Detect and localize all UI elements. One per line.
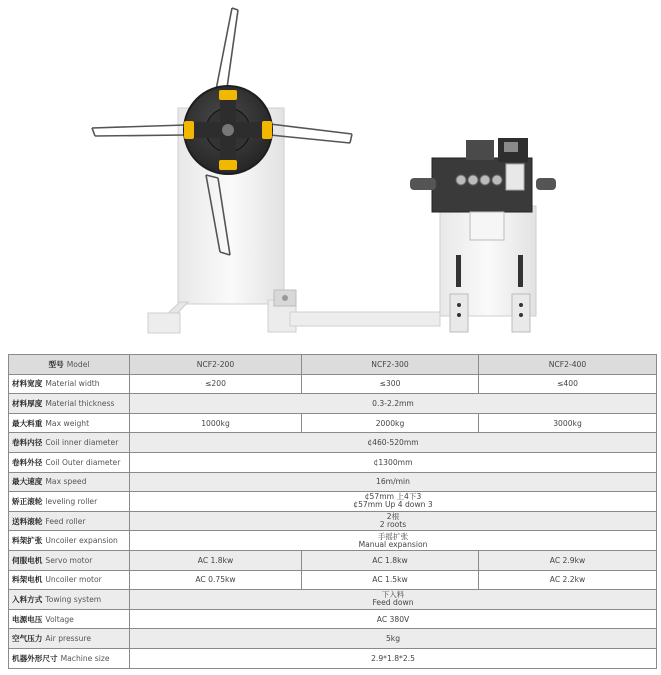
value-cell: AC 0.75kw <box>130 570 302 590</box>
table-row <box>9 629 657 649</box>
value-cell: AC 1.8kw <box>130 550 302 570</box>
row-label-cell <box>9 452 130 472</box>
straightener-feeder <box>410 138 556 332</box>
table-row <box>9 413 657 433</box>
row-label-zh: 材料厚度 <box>12 398 43 408</box>
table-row <box>9 550 657 570</box>
row-label-zh: 入料方式 <box>12 594 43 604</box>
row-label-en: Voltage <box>45 614 74 624</box>
merged-value-cell: ¢1300mm <box>130 452 657 472</box>
merged-value-line-2: 2 roots <box>379 520 407 530</box>
row-label-zh: 电源电压 <box>12 614 43 624</box>
row-label-cell <box>9 472 130 492</box>
mandrel-hub <box>184 86 272 174</box>
table-header-row <box>9 355 657 375</box>
merged-value-cell: 16m/min <box>130 472 657 492</box>
value-cell: ≤300 <box>302 374 479 394</box>
table-row <box>9 472 657 492</box>
row-label-en: Uncoiler motor <box>45 575 102 585</box>
row-label-zh: 料架电机 <box>12 575 43 585</box>
value-cell: AC 2.2kw <box>479 570 657 590</box>
value-cell: 2000kg <box>302 413 479 433</box>
row-label-zh: 最大速度 <box>12 477 43 487</box>
row-label-cell <box>9 648 130 668</box>
header-model-2: NCF2-300 <box>302 355 479 375</box>
table-row <box>9 433 657 453</box>
row-label-cell <box>9 531 130 551</box>
row-label-en: Machine size <box>60 653 110 663</box>
value-cell: ≤200 <box>130 374 302 394</box>
value-cell: 3000kg <box>479 413 657 433</box>
header-label-zh: 型号 <box>48 359 64 369</box>
header-label-en: Model <box>66 359 90 369</box>
row-label-cell <box>9 609 130 629</box>
value-cell: ≤400 <box>479 374 657 394</box>
merged-value-cell: ¢460-520mm <box>130 433 657 453</box>
merged-value-line-1: 手摇扩张 <box>377 531 409 541</box>
row-label-cell <box>9 394 130 414</box>
row-label-en: Max speed <box>45 477 87 487</box>
row-label-cell <box>9 570 130 590</box>
merged-value-cell: 5kg <box>130 629 657 649</box>
row-label-cell <box>9 492 130 512</box>
row-label-en: Coil Outer diameter <box>45 457 121 467</box>
row-label-zh: 空气压力 <box>12 634 43 644</box>
table-row <box>9 648 657 668</box>
header-model-1: NCF2-200 <box>130 355 302 375</box>
merged-value-cell <box>130 590 657 610</box>
row-label-zh: 材料宽度 <box>12 379 43 389</box>
merged-value-line-1: 下入料 <box>381 590 405 600</box>
merged-value-line-2: Manual expansion <box>358 539 428 549</box>
merged-value-cell: 2.9*1.8*2.5 <box>130 648 657 668</box>
merged-value-line-1: ¢57mm 上4下3 <box>364 492 422 502</box>
merged-value-cell: 0.3-2.2mm <box>130 394 657 414</box>
merged-value-line-1: 2根 <box>386 512 400 522</box>
row-label-cell <box>9 629 130 649</box>
row-label-en: Max weight <box>45 418 90 428</box>
row-label-zh: 机器外形尺寸 <box>12 653 58 663</box>
base-rail <box>290 312 440 326</box>
table-row <box>9 590 657 610</box>
row-label-cell <box>9 374 130 394</box>
row-label-cell <box>9 511 130 531</box>
merged-value-line-2: ¢57mm Up 4 down 3 <box>353 500 433 510</box>
table-row <box>9 492 657 512</box>
table-row <box>9 531 657 551</box>
row-label-en: Feed roller <box>45 516 86 526</box>
merged-value-cell: AC 380V <box>130 609 657 629</box>
value-cell: AC 2.9kw <box>479 550 657 570</box>
row-label-cell <box>9 413 130 433</box>
row-label-zh: 卷料内径 <box>12 438 43 448</box>
row-label-zh: 最大料重 <box>12 418 43 428</box>
row-label-zh: 送料滚轮 <box>12 516 43 526</box>
table-row <box>9 570 657 590</box>
row-label-en: Towing system <box>45 594 102 604</box>
row-label-en: Air pressure <box>45 634 92 644</box>
merged-value-cell <box>130 492 657 512</box>
row-label-zh: 料架扩张 <box>12 536 43 546</box>
row-label-en: leveling roller <box>45 496 98 506</box>
table-row <box>9 609 657 629</box>
row-label-zh: 伺服电机 <box>12 555 43 565</box>
merged-value-cell <box>130 531 657 551</box>
table-row <box>9 374 657 394</box>
row-label-en: Material width <box>45 379 100 389</box>
value-cell: AC 1.8kw <box>302 550 479 570</box>
row-label-cell <box>9 590 130 610</box>
value-cell: 1000kg <box>130 413 302 433</box>
row-label-en: Material thickness <box>45 398 115 408</box>
row-label-cell <box>9 550 130 570</box>
table-row <box>9 394 657 414</box>
header-model-3: NCF2-400 <box>479 355 657 375</box>
row-label-zh: 矫正滚轮 <box>12 496 43 506</box>
row-label-en: Servo motor <box>45 555 93 565</box>
table-row <box>9 511 657 531</box>
value-cell: AC 1.5kw <box>302 570 479 590</box>
row-label-en: Uncoiler expansion <box>45 536 118 546</box>
row-label-en: Coil inner diameter <box>45 438 119 448</box>
header-label-cell <box>9 355 130 375</box>
row-label-zh: 卷料外径 <box>12 457 43 467</box>
spec-table <box>8 354 657 669</box>
table-row <box>9 452 657 472</box>
row-label-cell <box>9 433 130 453</box>
merged-value-line-2: Feed down <box>372 598 414 608</box>
merged-value-cell <box>130 511 657 531</box>
